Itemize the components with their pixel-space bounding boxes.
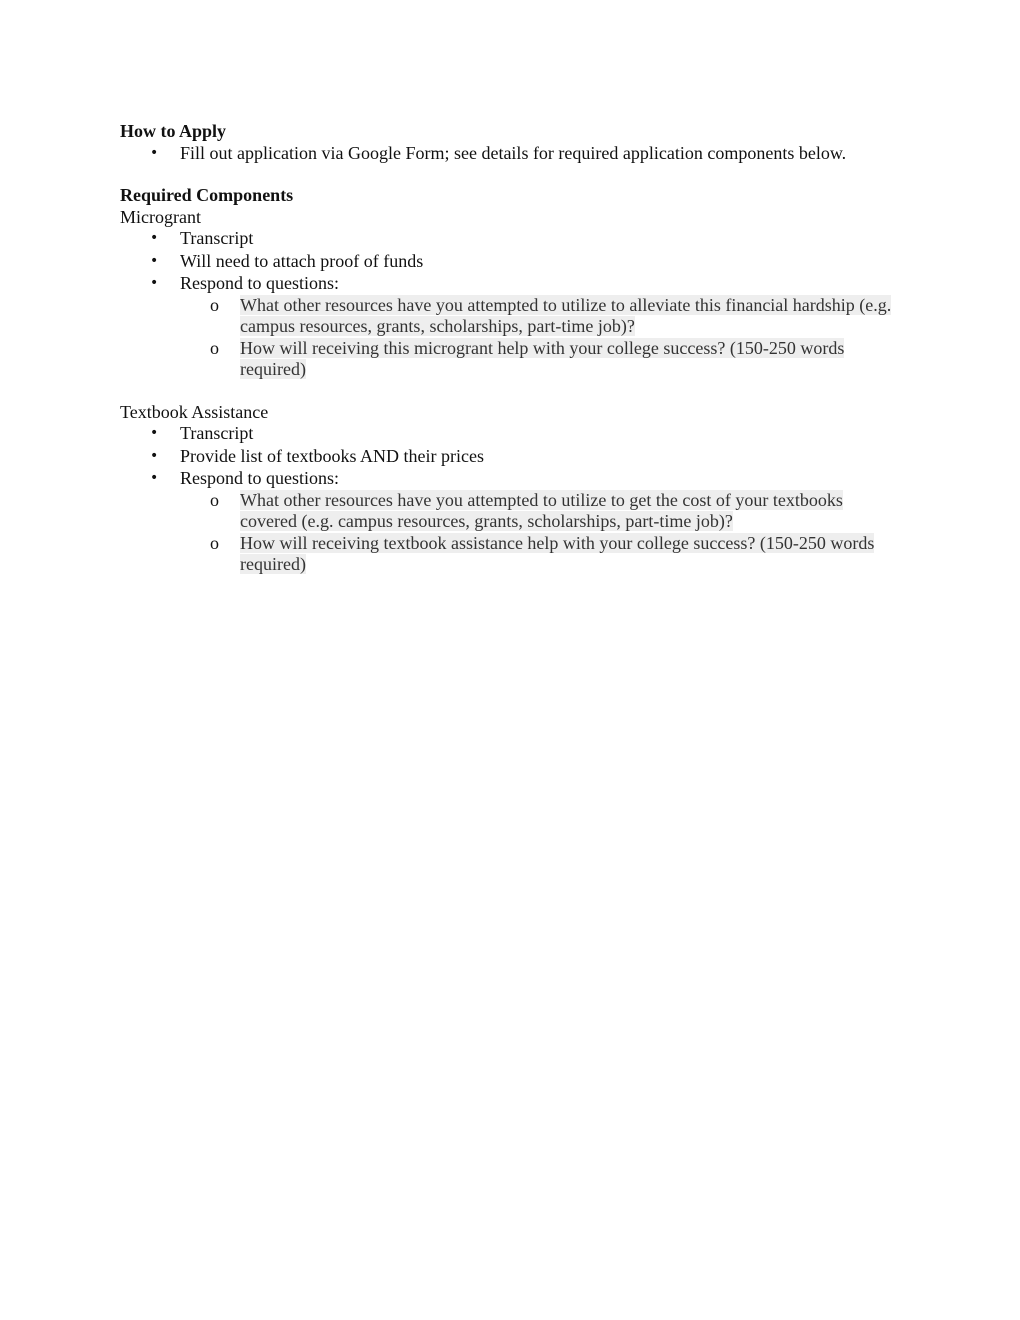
list-item: • Provide list of textbooks AND their prices: [120, 446, 900, 468]
question-text: What other resources have you attempted to utilize to alleviate this financial hardship (e.g. campus resources, grants, scholarships, part-time job)?: [240, 294, 892, 336]
document-content: [120, 121, 900, 577]
spacer: [120, 165, 900, 185]
microgrant-questions: [180, 295, 900, 381]
textbook-list: [120, 423, 900, 576]
question-item: [120, 338, 900, 381]
question-text: How will receiving textbook assistance help with your college success? (150-250 words required): [240, 532, 875, 574]
textbook-questions: [180, 490, 900, 576]
microgrant-title: Microgrant: [120, 206, 201, 227]
list-item: • Fill out application via Google Form; see details for required application components below.: [120, 143, 900, 165]
list-item: • Transcript: [120, 423, 900, 445]
question-item: [120, 295, 900, 338]
how-to-apply-heading: How to Apply: [120, 121, 227, 141]
question-item: [120, 533, 900, 576]
list-item-label: Respond to questions:: [180, 468, 340, 488]
question-text: How will receiving this microgrant help with your college success? (150-250 words required): [240, 337, 845, 379]
list-item-label: Respond to questions:: [180, 273, 340, 293]
microgrant-list: [120, 228, 900, 381]
list-item: [120, 273, 900, 381]
list-item: [120, 468, 900, 576]
textbook-title: Textbook Assistance: [120, 401, 269, 422]
question-item: [120, 490, 900, 533]
how-to-apply-list: [120, 143, 900, 165]
list-item: • Transcript: [120, 228, 900, 250]
list-item: • Will need to attach proof of funds: [120, 251, 900, 273]
spacer: [120, 382, 900, 402]
question-text: What other resources have you attempted to utilize to get the cost of your textbooks covered (e.g. campus resources, grants, scholarships, part-time job)?: [240, 489, 843, 531]
required-components-heading: Required Components: [120, 185, 294, 205]
